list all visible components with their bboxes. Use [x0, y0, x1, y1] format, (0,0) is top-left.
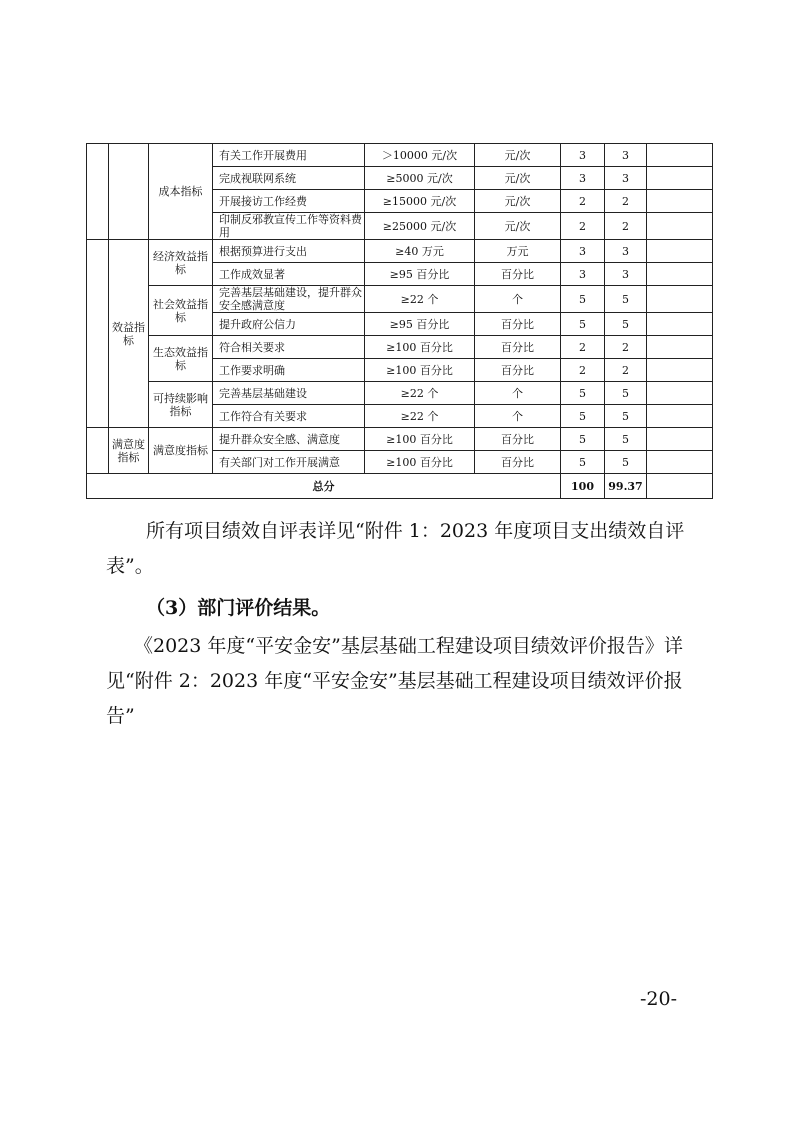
- paragraph-attachment-2: 《2023 年度“平安金安”基层基础工程建设项目绩效评价报告》详见“附件 2：2023 年度“平安金安”基层基础工程建设项目绩效评价报告”: [106, 635, 683, 727]
- actual-value: 百分比: [475, 336, 561, 359]
- target-value: ≥22 个: [365, 405, 475, 428]
- target-value: ≥5000 元/次: [365, 167, 475, 190]
- primary-indicator: 效益指标: [109, 240, 149, 428]
- score: 2: [605, 359, 647, 382]
- actual-value: 百分比: [475, 359, 561, 382]
- actual-value: 个: [475, 382, 561, 405]
- indicator-name: 提升群众安全感、满意度: [213, 428, 365, 451]
- note: [647, 451, 713, 474]
- weight: 5: [561, 405, 605, 428]
- weight: 3: [561, 144, 605, 167]
- note: [647, 144, 713, 167]
- weight: 5: [561, 382, 605, 405]
- target-value: ≥100 百分比: [365, 359, 475, 382]
- target-value: ≥22 个: [365, 286, 475, 313]
- weight: 5: [561, 313, 605, 336]
- weight: 5: [561, 286, 605, 313]
- table-row: [87, 286, 713, 313]
- weight: 2: [561, 359, 605, 382]
- actual-value: 百分比: [475, 428, 561, 451]
- score: 3: [605, 263, 647, 286]
- section-heading: （3）部门评价结果。: [146, 597, 331, 619]
- actual-value: 百分比: [475, 451, 561, 474]
- paragraph-attachment-1: 所有项目绩效自评表详见“附件 1：2023 年度项目支出绩效自评表”。: [106, 520, 685, 577]
- note: [647, 359, 713, 382]
- score: 5: [605, 286, 647, 313]
- actual-value: 百分比: [475, 313, 561, 336]
- actual-value: 元/次: [475, 190, 561, 213]
- table-row: [87, 382, 713, 405]
- score: 2: [605, 336, 647, 359]
- target-value: ≥100 百分比: [365, 336, 475, 359]
- table-row: [87, 336, 713, 359]
- score: 5: [605, 428, 647, 451]
- note: [647, 240, 713, 263]
- weight: 5: [561, 451, 605, 474]
- score: 3: [605, 240, 647, 263]
- indicator-name: 工作要求明确: [213, 359, 365, 382]
- page-number: -20-: [640, 988, 678, 1010]
- indicator-name: 提升政府公信力: [213, 313, 365, 336]
- total-row: [87, 474, 713, 499]
- secondary-indicator: 满意度指标: [149, 428, 213, 474]
- score: 5: [605, 405, 647, 428]
- indicator-name: 有关部门对工作开展满意: [213, 451, 365, 474]
- secondary-indicator: 经济效益指标: [149, 240, 213, 286]
- score: 3: [605, 167, 647, 190]
- total-label: 总分: [87, 474, 561, 499]
- indicator-name: 符合相关要求: [213, 336, 365, 359]
- indicator-name: 完成视联网系统: [213, 167, 365, 190]
- total-note: [647, 474, 713, 499]
- score: 3: [605, 144, 647, 167]
- actual-value: 百分比: [475, 263, 561, 286]
- weight: 3: [561, 240, 605, 263]
- table-row: [87, 428, 713, 451]
- table-row: [87, 240, 713, 263]
- target-value: ＞10000 元/次: [365, 144, 475, 167]
- note: [647, 286, 713, 313]
- secondary-indicator: 成本指标: [149, 144, 213, 240]
- indicator-name: 开展接访工作经费: [213, 190, 365, 213]
- indicator-name: 完善基层基础建设: [213, 382, 365, 405]
- weight: 2: [561, 213, 605, 240]
- indicator-name: 有关工作开展费用: [213, 144, 365, 167]
- secondary-indicator: 社会效益指标: [149, 286, 213, 336]
- score: 5: [605, 451, 647, 474]
- weight: 3: [561, 263, 605, 286]
- actual-value: 万元: [475, 240, 561, 263]
- secondary-indicator: 生态效益指标: [149, 336, 213, 382]
- score: 5: [605, 382, 647, 405]
- target-value: ≥100 百分比: [365, 451, 475, 474]
- score: 2: [605, 190, 647, 213]
- indicator-name: 印制反邪教宣传工作等资料费用: [213, 213, 365, 240]
- blank-cell: [87, 428, 109, 474]
- weight: 3: [561, 167, 605, 190]
- actual-value: 个: [475, 286, 561, 313]
- indicator-name: 工作符合有关要求: [213, 405, 365, 428]
- note: [647, 382, 713, 405]
- target-value: ≥95 百分比: [365, 263, 475, 286]
- actual-value: 个: [475, 405, 561, 428]
- blank-cell: [87, 240, 109, 428]
- target-value: ≥25000 元/次: [365, 213, 475, 240]
- note: [647, 336, 713, 359]
- blank-cell: [87, 144, 109, 240]
- note: [647, 263, 713, 286]
- weight: 2: [561, 190, 605, 213]
- indicator-name: 根据预算进行支出: [213, 240, 365, 263]
- note: [647, 213, 713, 240]
- note: [647, 428, 713, 451]
- actual-value: 元/次: [475, 167, 561, 190]
- performance-table: [86, 143, 713, 499]
- note: [647, 167, 713, 190]
- weight: 5: [561, 428, 605, 451]
- actual-value: 元/次: [475, 144, 561, 167]
- indicator-name: 完善基层基础建设，提升群众安全感满意度: [213, 286, 365, 313]
- total-score: 99.37: [605, 474, 647, 499]
- note: [647, 313, 713, 336]
- note: [647, 190, 713, 213]
- score: 2: [605, 213, 647, 240]
- target-value: ≥40 万元: [365, 240, 475, 263]
- target-value: ≥95 百分比: [365, 313, 475, 336]
- target-value: ≥15000 元/次: [365, 190, 475, 213]
- score: 5: [605, 313, 647, 336]
- weight: 2: [561, 336, 605, 359]
- primary-indicator: 满意度指标: [109, 428, 149, 474]
- note: [647, 405, 713, 428]
- table-row: [87, 144, 713, 167]
- blank-cell: [109, 144, 149, 240]
- total-full-score: 100: [561, 474, 605, 499]
- secondary-indicator: 可持续影响指标: [149, 382, 213, 428]
- indicator-name: 工作成效显著: [213, 263, 365, 286]
- target-value: ≥100 百分比: [365, 428, 475, 451]
- target-value: ≥22 个: [365, 382, 475, 405]
- actual-value: 元/次: [475, 213, 561, 240]
